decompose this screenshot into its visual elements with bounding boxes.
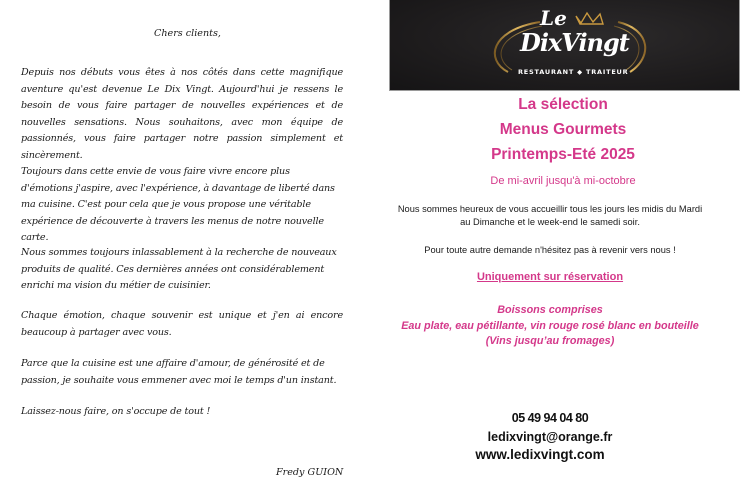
restaurant-logo [389, 0, 740, 91]
drinks-note: (Vins jusqu’au fromages) [485, 335, 615, 347]
opening-hours-line: au Dimanche et le week-end le samedi soir. [460, 217, 640, 227]
letter-signature: Fredy GUION [276, 467, 344, 478]
reservation-notice: Uniquement sur réservation [476, 271, 624, 283]
letter-greeting: Chers clients, [154, 28, 221, 39]
logo-tagline: RESTAURANT ◆ TRAITEUR [518, 68, 629, 76]
crown-icon [576, 13, 603, 24]
email-address[interactable]: ledixvingt@orange.fr [487, 430, 613, 444]
welcome-letter [0, 0, 375, 500]
menu-flyer [375, 0, 751, 500]
letter-paragraph: Nous sommes toujours inlassablement à la recherche de nouveaux produits de qualité. Ces dernières années ont considérablement enrichi ma vision du métier de cuisinier. [21, 247, 337, 291]
opening-hours [375, 203, 725, 229]
drinks-list: Eau plate, eau pétillante, vin rouge rosé blanc en bouteille [401, 319, 699, 332]
menu-period: De mi-avril jusqu'à mi-octobre [490, 175, 636, 187]
letter-paragraph: Parce que la cuisine est une affaire d'amour, de générosité et de passion, je souhaite vous emmener avec moi le temps d'un instant. [21, 358, 337, 386]
menu-title-selection: La sélection [518, 96, 608, 113]
letter-closing: Laissez-nous faire, on s'occupe de tout ! [21, 406, 211, 417]
menu-title-gourmets: Menus Gourmets [499, 121, 627, 138]
opening-hours-line: Nous sommes heureux de vous accueillir tous les jours les midis du Mardi [397, 204, 703, 214]
drinks-title: Boissons comprises [497, 304, 603, 316]
phone-number[interactable]: 05 49 94 04 80 [511, 411, 589, 425]
logo-text-le: Le [540, 6, 567, 30]
website-link[interactable]: www.ledixvingt.com [475, 447, 605, 462]
contact-note: Pour toute autre demande n'hésitez pas à revenir vers nous ! [424, 245, 676, 255]
menu-title-season: Printemps-Eté 2025 [491, 146, 635, 163]
letter-paragraph: Depuis nos débuts vous êtes à nos côtés dans cette magnifique aventure qu'est devenue Le Dix Vingt. Aujourd'hui je ressens le besoin de vous faire partager de nouvelles expériences et de nouvelles sensations. Nous souhaitons, avec mon équipe de passionnés, vous faire partager notre passion simplement et sincèrement. [21, 67, 343, 161]
logo-text-dixvingt: DixVingt [520, 28, 629, 57]
letter-paragraph: Chaque émotion, chaque souvenir est unique et j'en ai encore beaucoup à partager avec vous. [21, 310, 343, 338]
drinks-included [375, 303, 725, 350]
letter-paragraph: Toujours dans cette envie de vous faire vivre encore plus d'émotions j'aspire, avec l'expérience, à davantage de liberté dans ma cuisine. C'est pour cela que je vous propose une véritable expérience de découverte à travers les menus de notre nouvelle carte. [21, 166, 335, 243]
